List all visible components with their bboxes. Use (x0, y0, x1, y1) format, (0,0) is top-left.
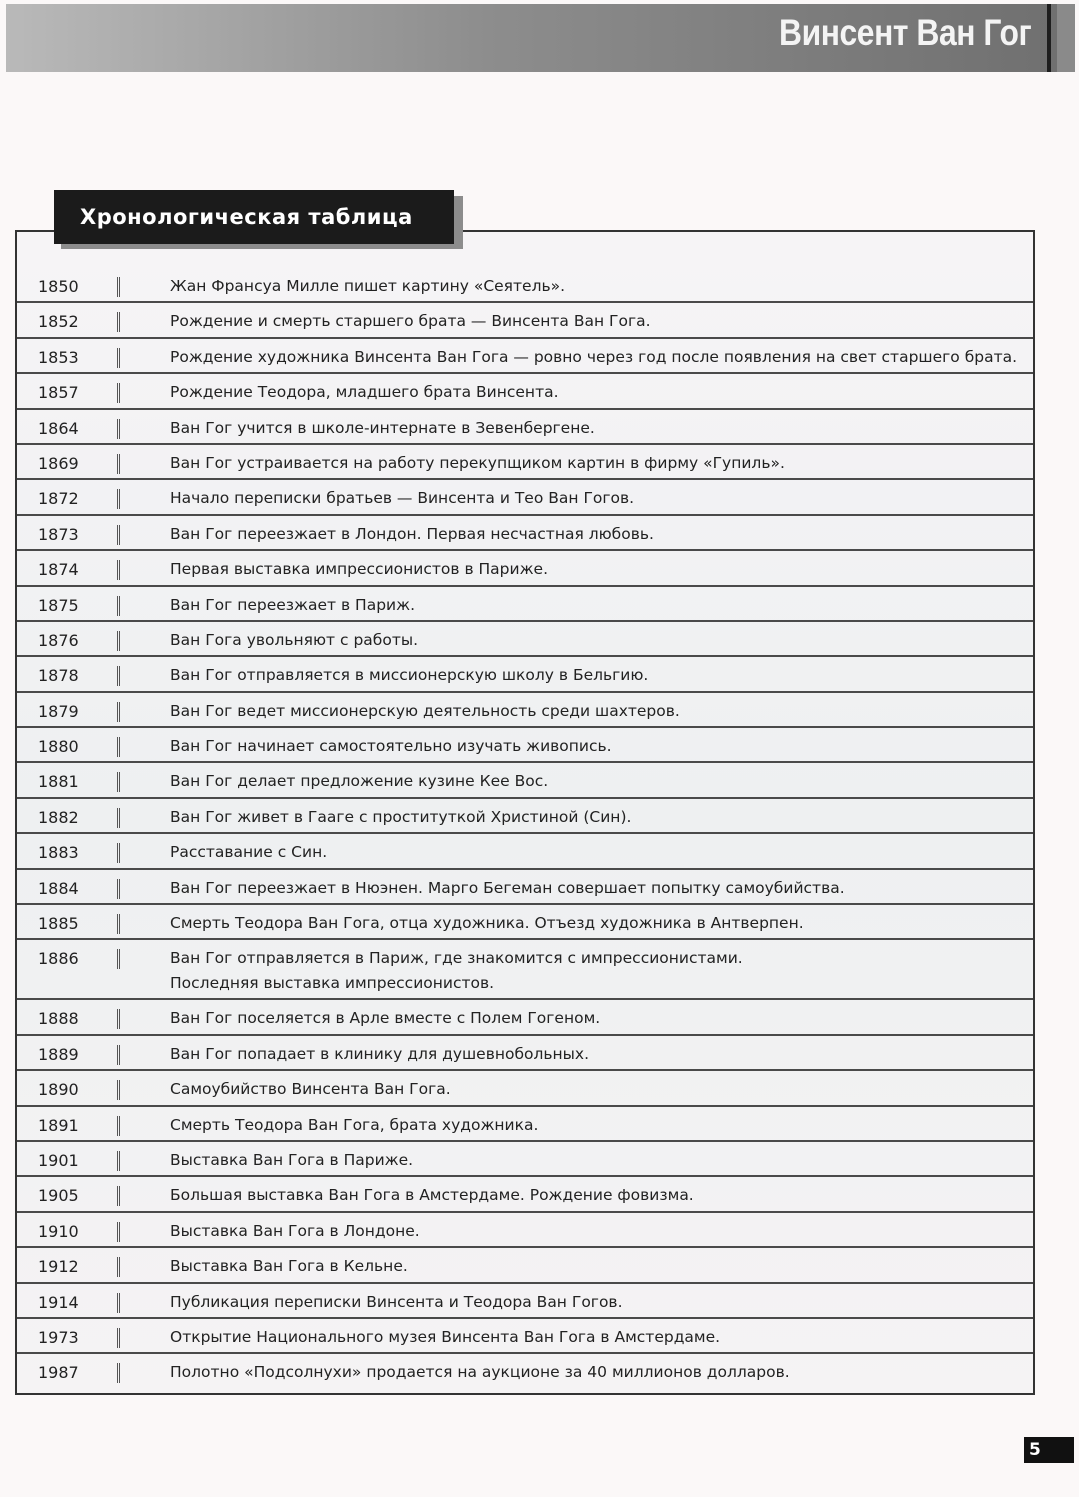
row-event-line: Ван Гог учится в школе-интернате в Зевенбергене. (170, 418, 595, 437)
table-row (17, 1107, 1033, 1142)
table-row (17, 268, 1033, 303)
row-year: 1850 (38, 277, 79, 296)
timeline-rows (17, 268, 1033, 1390)
row-year: 1872 (38, 489, 79, 509)
row-year: 1891 (38, 1115, 79, 1135)
table-row (17, 516, 1033, 551)
row-separator-mark (117, 1116, 120, 1136)
row-event (170, 805, 631, 830)
row-separator-mark (117, 454, 120, 474)
row-event (170, 1183, 694, 1208)
row-year: 1987 (38, 1363, 79, 1383)
table-row (17, 480, 1033, 515)
row-event (170, 946, 743, 996)
row-year: 1883 (38, 843, 79, 863)
row-year: 1853 (38, 347, 79, 367)
row-event-line: Смерть Теодора Ван Гога, отца художника. Отъезд художника в Антверпен. (170, 914, 804, 933)
row-year: 1889 (38, 1044, 79, 1064)
row-separator-mark (117, 525, 120, 545)
row-event (170, 876, 845, 901)
row-event-line: Выставка Ван Гога в Париже. (170, 1150, 414, 1169)
row-year: 1905 (38, 1186, 79, 1206)
row-year: 1885 (38, 914, 79, 934)
row-event (170, 1290, 623, 1315)
row-event-line: Ван Гога увольняют с работы. (170, 630, 419, 649)
row-separator-mark (117, 560, 120, 580)
row-event (170, 1325, 720, 1350)
row-event-line: Жан Франсуа Милле пишет картину «Сеятель». (170, 277, 566, 295)
row-separator-mark (117, 1363, 120, 1383)
row-event-line: Начало переписки братьев — Винсента и Тео Ван Гогов. (170, 489, 635, 508)
table-row (17, 728, 1033, 763)
row-event (170, 522, 654, 547)
row-separator-mark (117, 737, 120, 757)
table-row (17, 339, 1033, 374)
table-row (17, 940, 1033, 1000)
row-event-line: Рождение и смерть старшего брата — Винсента Ван Гога. (170, 312, 651, 331)
row-event (170, 1148, 413, 1173)
table-row (17, 1142, 1033, 1177)
row-event-line: Последняя выставка импрессионистов. (170, 974, 495, 993)
row-separator-mark (117, 312, 120, 332)
row-separator-mark (117, 277, 120, 297)
row-event (170, 486, 634, 511)
row-year: 1890 (38, 1080, 79, 1100)
row-event-line: Ван Гог переезжает в Лондон. Первая несчастная любовь. (170, 524, 654, 543)
table-row (17, 410, 1033, 445)
table-row (17, 1036, 1033, 1071)
table-row (17, 657, 1033, 692)
table-row (17, 763, 1033, 798)
row-event (170, 557, 548, 582)
row-year: 1869 (38, 453, 79, 473)
row-event-line: Смерть Теодора Ван Гога, брата художника. (170, 1115, 539, 1134)
row-event-line: Ван Гог ведет миссионерскую деятельность среди шахтеров. (170, 701, 680, 720)
row-event-line: Ван Гог устраивается на работу перекупщиком картин в фирму «Гупиль». (170, 453, 785, 472)
row-event (170, 1077, 451, 1102)
row-event-line: Открытие Национального музея Винсента Ван Гога в Амстердаме. (170, 1327, 721, 1346)
table-row (17, 1071, 1033, 1106)
row-separator-mark (117, 666, 120, 686)
row-separator-mark (117, 1080, 120, 1100)
row-event (170, 309, 651, 334)
page-header-title: Винсент Ван Гог (778, 12, 1031, 53)
row-event-line: Выставка Ван Гога в Лондоне. (170, 1221, 420, 1240)
row-event-line: Ван Гог поселяется в Арле вместе с Полем Гогеном. (170, 1009, 601, 1028)
row-year: 1875 (38, 595, 79, 615)
row-event-line: Ван Гог отправляется в миссионерскую школу в Бельгию. (170, 666, 649, 685)
row-event (170, 840, 327, 865)
page-number: 5 (1024, 1437, 1074, 1463)
row-event (170, 1219, 420, 1244)
row-event (170, 1254, 408, 1279)
row-event-line: Полотно «Подсолнухи» продается на аукционе за 40 миллионов долларов. (170, 1363, 790, 1382)
row-event (170, 699, 680, 724)
row-event (170, 451, 785, 476)
table-row (17, 905, 1033, 940)
table-row (17, 834, 1033, 869)
row-event (170, 1042, 589, 1067)
row-event-line: Расставание с Син. (170, 843, 328, 862)
row-event-line: Самоубийство Винсента Ван Гога. (170, 1080, 451, 1099)
row-separator-mark (117, 631, 120, 651)
row-separator-mark (117, 1186, 120, 1206)
row-separator-mark (117, 772, 120, 792)
row-event (170, 734, 612, 759)
table-row (17, 799, 1033, 834)
table-row (17, 303, 1033, 338)
row-event-line: Большая выставка Ван Гога в Амстердаме. Рождение фовизма. (170, 1186, 694, 1205)
table-row (17, 1000, 1033, 1035)
row-event-line: Рождение художника Винсента Ван Гога — ровно через год после появления на свет старшего брата. (170, 347, 1018, 366)
row-separator-mark (117, 879, 120, 899)
row-separator-mark (117, 702, 120, 722)
row-year: 1857 (38, 383, 79, 403)
row-separator-mark (117, 843, 120, 863)
row-separator-mark (117, 489, 120, 509)
row-year: 1879 (38, 701, 79, 721)
row-separator-mark (117, 1293, 120, 1313)
row-event (170, 1113, 538, 1138)
row-separator-mark (117, 914, 120, 934)
row-year: 1884 (38, 878, 79, 898)
row-event (170, 380, 559, 405)
row-year: 1882 (38, 807, 79, 827)
row-separator-mark (117, 1045, 120, 1065)
row-event-line: Ван Гог делает предложение кузине Кее Вос. (170, 772, 549, 791)
table-row (17, 445, 1033, 480)
row-event-line: Рождение Теодора, младшего брата Винсента. (170, 383, 559, 402)
row-event (170, 345, 1017, 370)
row-separator-mark (117, 1009, 120, 1029)
row-separator-mark (117, 596, 120, 616)
row-year: 1973 (38, 1327, 79, 1347)
table-row (17, 1177, 1033, 1212)
table-row (17, 587, 1033, 622)
header-stripe (1047, 4, 1051, 72)
row-event (170, 1006, 600, 1031)
row-event (170, 274, 565, 299)
row-year: 1912 (38, 1257, 79, 1277)
section-title: Хронологическая таблица (54, 190, 454, 244)
row-event-line: Ван Гог переезжает в Нюэнен. Марго Бегеман совершает попытку самоубийства. (170, 878, 845, 897)
row-event (170, 911, 804, 936)
row-separator-mark (117, 419, 120, 439)
row-separator-mark (117, 1328, 120, 1348)
row-year: 1880 (38, 737, 79, 757)
row-event-line: Первая выставка импрессионистов в Париже. (170, 560, 548, 579)
table-row (17, 1248, 1033, 1283)
row-year: 1901 (38, 1150, 79, 1170)
row-year: 1888 (38, 1009, 79, 1029)
table-row (17, 1354, 1033, 1389)
row-event-line: Ван Гог живет в Гааге с проституткой Христиной (Син). (170, 807, 632, 826)
row-event (170, 769, 548, 794)
row-event (170, 628, 418, 653)
table-row (17, 870, 1033, 905)
row-event-line: Ван Гог попадает в клинику для душевнобольных. (170, 1044, 590, 1063)
row-year: 1881 (38, 772, 79, 792)
row-year: 1876 (38, 630, 79, 650)
table-row (17, 622, 1033, 657)
row-year: 1886 (38, 949, 79, 969)
row-separator-mark (117, 949, 120, 969)
row-year: 1873 (38, 524, 79, 544)
row-event (170, 663, 648, 688)
row-event-line: Публикация переписки Винсента и Теодора Ван Гогов. (170, 1292, 623, 1311)
table-row (17, 1319, 1033, 1354)
table-row (17, 1213, 1033, 1248)
row-event-line: Ван Гог начинает самостоятельно изучать живопись. (170, 737, 612, 756)
row-year: 1914 (38, 1292, 79, 1312)
row-year: 1864 (38, 418, 79, 438)
row-separator-mark (117, 808, 120, 828)
row-event-line: Выставка Ван Гога в Кельне. (170, 1257, 408, 1276)
row-year: 1910 (38, 1221, 79, 1241)
row-event (170, 593, 415, 618)
row-separator-mark (117, 1151, 120, 1171)
row-separator-mark (117, 1257, 120, 1277)
row-year: 1878 (38, 666, 79, 686)
table-row (17, 693, 1033, 728)
table-row (17, 551, 1033, 586)
row-event (170, 1360, 790, 1385)
table-row (17, 1284, 1033, 1319)
row-event-line: Ван Гог переезжает в Париж. (170, 595, 415, 614)
row-event-line: Ван Гог отправляется в Париж, где знакомится с импрессионистами. (170, 949, 743, 968)
table-row (17, 374, 1033, 409)
row-year: 1874 (38, 560, 79, 580)
header-stripe (1057, 4, 1075, 72)
row-event (170, 416, 595, 441)
row-separator-mark (117, 348, 120, 368)
row-separator-mark (117, 1222, 120, 1242)
row-separator-mark (117, 383, 120, 403)
row-year: 1852 (38, 312, 79, 332)
